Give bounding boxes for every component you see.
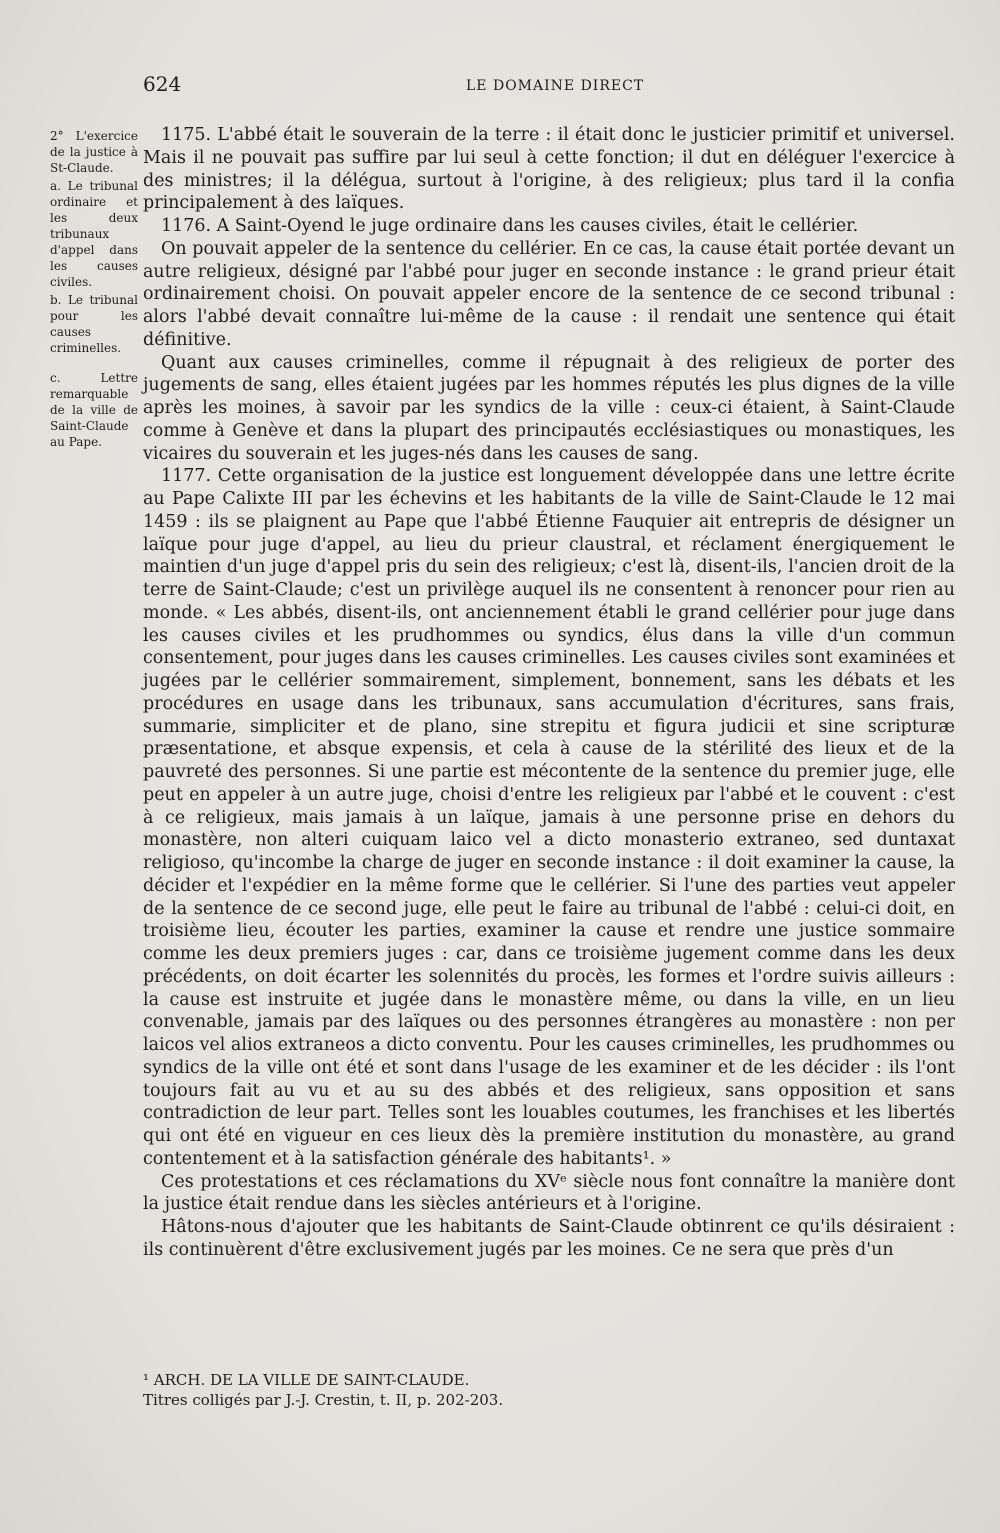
paragraph-1176: 1176. A Saint-Oyend le juge ordinaire dans les causes civiles, était le cellérier. [161,216,859,236]
main-text [143,124,955,1262]
page-number: 624 [143,72,182,96]
margin-note-tribunal-criminel: b. Le tribunal pour les causes criminelles. [50,293,138,355]
footnote-1-cont: Titres colligés par J.-J. Crestin, t. II, p. 202-203. [143,1391,504,1409]
paragraph-hatons-nous: Hâtons-nous d'ajouter que les habitants de Saint-Claude obtinrent ce qu'ils désiraient : ils continuèrent d'être exclusivement jugés par les moines. Ce ne sera que près d'un [143,1217,955,1260]
footnotes [143,1370,955,1410]
margin-note-tribunal-ordinaire: a. Le tribunal ordinaire et les deux tribunaux d'appel dans les causes civiles. [50,179,138,289]
page-header [143,72,960,102]
paragraph-protestations: Ces protestations et ces réclamations du XVᵉ siècle nous font connaître la manière dont la justice était rendue dans les siècles antérieurs et à l'origine. [143,1171,955,1215]
paragraph-1177: 1177. Cette organisation de la justice est longuement développée dans une lettre écrite au Pape Calixte III par les échevins et les habitants de la ville de Saint-Claude le 12 mai 1459 : ils se plaignent au Pape que l'abbé Étienne Fauquier ait entrepris de désigner un laïque pour juge d'appel, au lieu du prieur claustral, et réclament énergiquement le maintien d'un juge d'appel pris du sein des religieux; c'est là, disent-ils, l'ancien droit de la terre de Saint-Claude; c'est un privilège auquel ils ne consentent à renoncer pour rien au monde. « Les abbés, disent-ils, ont anciennement établi le grand cellérier pour juge dans les causes civiles et les prudhommes ou syndics, élus dans la ville d'un commun consentement, pour juges dans les causes criminelles. Les causes civiles sont examinées et jugées par le cellérier sommairement, simplement, bonnement, sans les débats et les procédures en usage dans les tribunaux, sans accumulation d'écritures, sans frais, summarie, simpliciter et de plano, sine strepitu et figura judicii et sine scripturæ præsentatione, et absque expensis, et cela à cause de la stérilité des lieux et de la pauvreté des personnes. Si une partie est mécontente de la sentence du premier juge, elle peut en appeler à un autre juge, choisi d'entre les religieux par l'abbé et le couvent : c'est à ce religieux, mais jamais à un laïque, jamais à une personne prise en dehors du monastère, non alteri cuiquam laico vel a dicto monasterio extraneo, sed duntaxat religioso, qu'incombe la charge de juger en seconde instance : il doit examiner la cause, la décider et l'expédier en la même forme que le cellérier. Si l'une des parties veut appeler de la sentence de ce second juge, elle peut le faire au tribunal de l'abbé : celui-ci doit, en troisième lieu, écouter les parties, examiner la cause et rendre une justice sommaire comme les deux premiers juges : car, dans ce troisième jugement comme dans les deux précédents, on doit écarter les solennités du procès, les formes et l'ordre suivis ailleurs : la cause est instruite et jugée dans le monastère même, ou dans la ville, en un lieu convenable, jamais par des laïques ou des personnes étrangères au monastère : non per laicos vel alios extraneos a dicto conventu. Pour les causes criminelles, les prudhommes ou syndics de la ville ont été et sont dans l'usage de les examiner et de les décider : ils l'ont toujours fait au vu et au su des abbés et des religieux, sans opposition et sans contradiction de leur part. Telles sont les louables coutumes, les franchises et les libertés qui ont été en vigueur en ces lieux dès la première institution du monastère, au grand contentement et à la satisfaction générale des habitants¹. » [143,466,955,1169]
running-head: LE DOMAINE DIRECT [466,78,645,94]
paragraph-causes-criminelles: Quant aux causes criminelles, comme il répugnait à des religieux de porter des jugements de sang, elles étaient jugées par les hommes réputés les plus dignes de la ville après les moines, à savoir par les syndics de la ville : ceux-ci étaient, à Saint-Claude comme à Genève et dans la plupart des principautés ecclésiastiques ou monastiques, les vicaires du souverain et les juges-nés dans les causes de sang. [143,352,955,464]
margin-note-justice: 2° L'exercice de la justice à St-Claude. [50,129,138,175]
margin-notes [50,128,138,450]
footnote-1: ¹ ARCH. DE LA VILLE DE SAINT-CLAUDE. [143,1371,470,1389]
margin-note-lettre: c. Lettre remarquable de la ville de Saint-Claude au Pape. [50,371,138,449]
paragraph-appel: On pouvait appeler de la sentence du cellérier. En ce cas, la cause était portée devant un autre religieux, désigné par l'abbé pour juger en seconde instance : le grand prieur était ordinairement choisi. On pouvait appeler encore de la sentence de ce second tribunal : alors l'abbé devait connaître lui-même de la cause : il rendait une sentence qui était définitive. [143,238,955,350]
paragraph-1175: 1175. L'abbé était le souverain de la terre : il était donc le justicier primitif et universel. Mais il ne pouvait pas suffire par lui seul à cette fonction; il dut en déléguer l'exercice à des ministres; il la délégua, surtout à l'origine, à des religieux; plus tard il la confia principalement à des laïques. [143,125,955,214]
